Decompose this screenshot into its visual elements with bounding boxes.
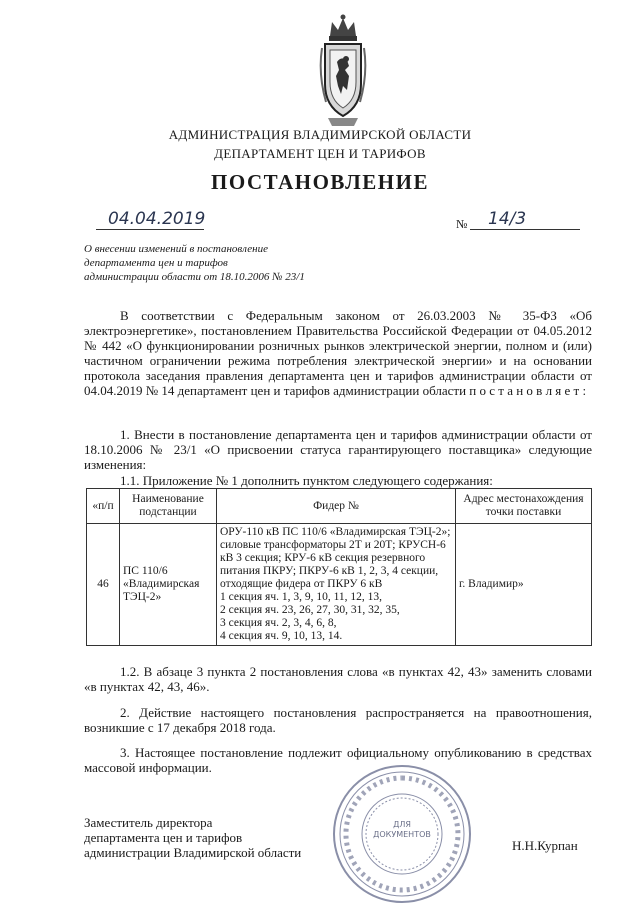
table-cell-num: 46 (87, 524, 120, 646)
stamp-text: ДЛЯ (393, 820, 411, 829)
paragraph-item-1-1: 1.1. Приложение № 1 дополнить пунктом следующего содержания: (120, 473, 493, 488)
number-sign: № (456, 217, 468, 231)
coat-of-arms-emblem (318, 14, 368, 130)
paragraph-item-1: 1. Внести в постановление департамента цен и тарифов администрации области от 18.10.2006 № 23/1 «О присвоении статуса гарантирующего поставщика» следующие изменения: (84, 427, 592, 472)
document-title: ПОСТАНОВЛЕНИЕ (211, 170, 429, 194)
official-stamp (328, 760, 476, 908)
table-header-cell: Фидер № (217, 489, 456, 524)
table-header-cell: Адрес местонахождения точки поставки (456, 489, 592, 524)
signer-position: Заместитель директора (84, 815, 213, 830)
table-header-cell: «п/п (87, 489, 120, 524)
paragraph-item-2: 2. Действие настоящего постановления распространяется на правоотношения, возникшие с 17 декабря 2018 года. (84, 705, 592, 735)
document-date: 04.04.2019 (108, 209, 206, 229)
signer-administration: администрации Владимирской области (84, 845, 302, 860)
table-header-row (87, 489, 592, 524)
administration-title: АДМИНИСТРАЦИЯ ВЛАДИМИРСКОЙ ОБЛАСТИ (168, 127, 472, 142)
stamp-text: ДОКУМЕНТОВ (373, 830, 431, 839)
table-row (87, 524, 592, 646)
paragraph-item-3: 3. Настоящее постановление подлежит официальному опубликованию в средствах массовой информации. (84, 745, 592, 775)
number-underline (470, 228, 580, 230)
supply-points-table (86, 488, 592, 646)
signer-department: департамента цен и тарифов (84, 830, 243, 845)
document-subject: О внесении изменений в постановление департамента цен и тарифов администрации области от 18.10.2006 № 23/1 (84, 243, 305, 283)
date-underline (96, 228, 204, 230)
table-cell-substation: ПС 110/6 «Владимирская ТЭЦ-2» (120, 524, 217, 646)
document-number: 14/3 (488, 209, 527, 229)
signer-name: Н.Н.Курпан (512, 838, 578, 853)
paragraph-preamble: В соответствии с Федеральным законом от 26.03.2003 № 35-ФЗ «Об электроэнергетике», постановлением Правительства Российской Федерации от 04.05.2012 № 442 «О функционировании розничных рынков электрической энергии, полном и (или) частичном ограничении режима потребления электрической энергии» и на основании протокола заседания правления департамента цен и тарифов администрации области от 04.04.2019 № 14 департамент цен и тарифов администрации области п о с т а н о в л я е т : (84, 308, 592, 398)
department-title: ДЕПАРТАМЕНТ ЦЕН И ТАРИФОВ (214, 146, 426, 161)
signature-block (84, 815, 301, 860)
table-cell-address: г. Владимир» (456, 524, 592, 646)
paragraph-item-1-2: 1.2. В абзаце 3 пункта 2 постановления слова «в пунктах 42, 43» заменить словами «в пунктах 42, 43, 46». (84, 664, 592, 694)
table-cell-feeder: ОРУ-110 кВ ПС 110/6 «Владимирская ТЭЦ-2»; силовые трансформаторы 2Т и 20Т; КРУСН-6 кВ 3 секция; КРУ-6 кВ секция резервного питания ПКРУ; ПКРУ-6 кВ 1, 2, 3, 4 секции, отходящие фидера от ПКРУ 6 кВ 1 секция яч. 1, 3, 9, 10, 11, 12, 13, 2 секция яч. 23, 26, 27, 30, 31, 32, 35, 3 секция яч. 2, 3, 4, 6, 8, 4 секция яч. 9, 10, 13, 14. (217, 524, 456, 646)
table-header-cell: Наименование подстанции (120, 489, 217, 524)
